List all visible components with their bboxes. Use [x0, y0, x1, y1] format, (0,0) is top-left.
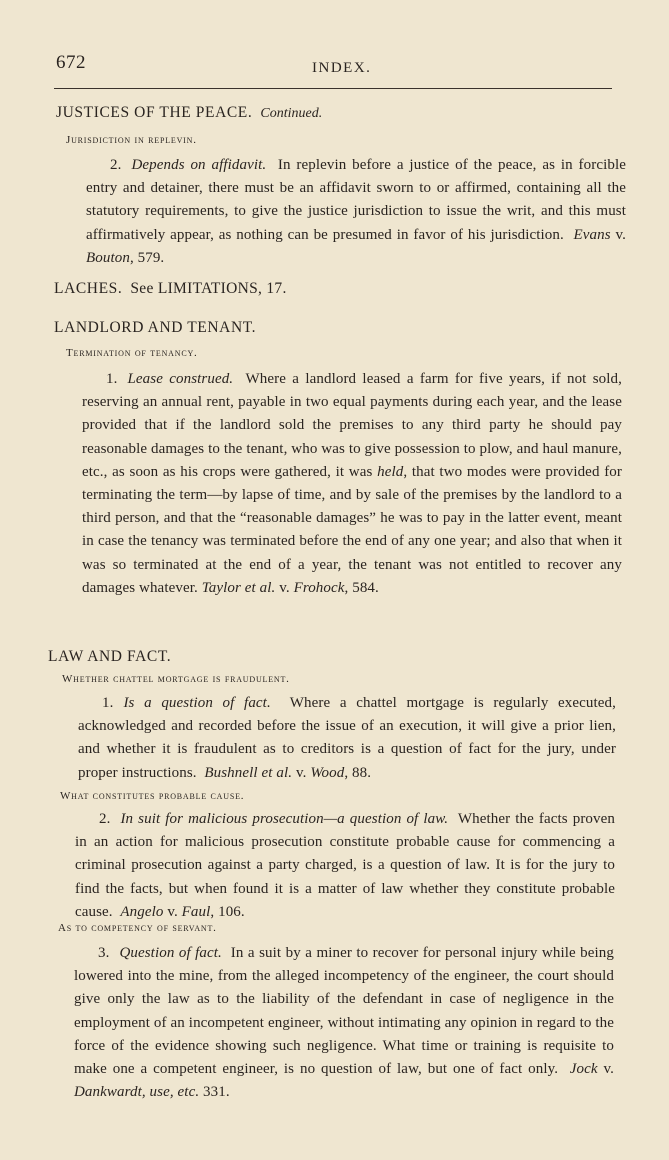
citation-case: Evans: [573, 226, 611, 243]
item-topic: Question of fact.: [119, 945, 222, 961]
see-also-reference: See LIMITATIONS, 17.: [130, 280, 287, 297]
entry-heading: LACHES.: [54, 280, 123, 297]
index-item-law-3: 3. Question of fact. In a suit by a miner to recover for personal injury while being lowered into the mine, from the alleged incompetency of the engineer, the court should give only the law as to the liability of the defendant in case of negligence in the employment of an incompetent engineer, without intimating any opinion in regard to the force of the evidence showing such negligence. What time or training is requisite to make one a competent engineer, is no question of law, but one of fact only. Jock v. Dankwardt, use, etc. 331.: [74, 945, 614, 1101]
item-topic: Lease construed.: [127, 371, 234, 387]
item-text: In replevin before a justice of the peace, as in forcible entry and detainer, there must be an affidavit sworn to or affirmed, containing all the statutory requirements, to give the justice jurisdiction to issue the writ, and this must affirmatively appear, as nothing can be presumed in favor of his jurisdiction.: [86, 157, 626, 243]
running-head: INDEX.: [312, 60, 372, 76]
item-text: Whether the facts proven in an action for malicious prosecution constitute probable cause for commencing a criminal prosecution against a party charged, is a question of law. It is for the jury to find the facts, but when found it is a matter of law whether they constitute probable cause.: [75, 811, 615, 920]
entry-laches: [54, 280, 287, 298]
citation-case: Angelo: [120, 903, 164, 920]
citation-party: Frohock: [293, 579, 345, 596]
entry-law-and-fact-heading: LAW AND FACT.: [48, 648, 172, 665]
citation-page: , 584.: [344, 579, 379, 596]
entry-landlord-heading: LANDLORD AND TENANT.: [54, 319, 257, 336]
citation-page: , 579.: [129, 249, 165, 266]
index-item-law-1: 1. Is a question of fact. Where a chattel mortgage is regularly executed, acknowledged and recorded before the issue of an execution, it will give a prior lien, and whether it is fraudulent as to creditors is a question of fact for the jury, under proper instructions. Bushnell et al. v. Wood, 88.: [78, 695, 616, 781]
index-item-landlord-1: 1. Lease construed. Where a landlord leased a farm for five years, if not sold, reserving an annual rent, payable in two equal payments during each year, and the lease provided that if the landlord sold the premises to any third party he should pay reasonable damages to the tenant, who was to give possession to plow, and haul manure, etc., as soon as his crops were gathered, it was held, that two modes were provided for terminating the term—by lapse of time, and by sale of the premises by the landlord to a third person, and that the “reasonable damages” he was to pay in the latter event, meant in case the tenancy was terminated before the end of any one year; and also that when it was so terminated at the end of a year, the tenant was not entitled to recover any damages whatever. Taylor et al. v. Frohock, 584.: [82, 371, 622, 596]
citation-party: Dankwardt, use, etc.: [74, 1084, 200, 1101]
continued-label: Continued.: [260, 106, 323, 121]
citation-case: Taylor et al.: [201, 579, 276, 596]
citation-page: , 106.: [210, 903, 245, 920]
subheading-probable-cause: What constitutes probable cause.: [60, 790, 245, 802]
index-item-law-2: 2. In suit for malicious prosecution—a question of law. Whether the facts proven in an action for malicious prosecution constitute probable cause for commencing a criminal prosecution against a party charged, is a question of law. It is for the jury to find the facts, but when found it is a matter of law whether they constitute probable cause. Angelo v. Faul, 106.: [75, 811, 615, 920]
item-text: Where a chattel mortgage is regularly executed, acknowledged and recorded before the issue of an execution, it will give a prior lien, and whether it is fraudulent as to creditors is a question of fact for the jury, under proper instructions.: [78, 695, 616, 781]
item-text: In a suit by a miner to recover for personal injury while being lowered into the mine, from the alleged incompetency of the engineer, the court should give only the law as to the liability of the defendant in case of negligence in the employment of an incompetent engineer, without intimating any opinion in regard to the force of the evidence showing such negligence. What time or training is requisite to make one a competent engineer, is no question of law, but one of fact only.: [74, 945, 614, 1078]
entry-justices-heading: [56, 104, 322, 122]
item-topic: In suit for malicious prosecution—a question of law.: [120, 811, 449, 827]
item-topic: Depends on affidavit.: [131, 157, 267, 173]
subheading-competency: As to competency of servant.: [58, 922, 217, 934]
citation-party: Wood: [310, 764, 345, 781]
header-rule: [54, 88, 612, 89]
item-text: Where a landlord leased a farm for five years, if not sold, reserving an annual rent, payable in two equal payments during each year, and the lease provided that if the landlord sold the premises to any third party he should pay reasonable damages to the tenant, who was to give possession to plow, and haul manure, etc., as soon as his crops were gathered, it was: [82, 371, 622, 480]
index-item-justices-2: 2. Depends on affidavit. In replevin before a justice of the peace, as in forcible entry and detainer, there must be an affidavit sworn to or affirmed, containing all the statutory requirements, to give the justice jurisdiction to issue the writ, and this must affirmatively appear, as nothing can be presumed in favor of his jurisdiction. Evans v. Bouton, 579.: [86, 157, 626, 266]
subheading-chattel-mortgage: Whether chattel mortgage is fraudulent.: [62, 673, 290, 685]
citation-party: Faul: [181, 903, 211, 920]
citation-page: 331.: [199, 1084, 230, 1101]
subheading-termination: Termination of tenancy.: [66, 347, 198, 359]
item-topic: Is a question of fact.: [123, 695, 271, 711]
page-number: 672: [56, 52, 86, 73]
citation-party: Bouton: [86, 249, 130, 266]
citation-page: , 88.: [344, 764, 372, 781]
citation-case: Bushnell et al.: [204, 764, 293, 781]
subheading-jurisdiction: Jurisdiction in replevin.: [66, 134, 197, 146]
citation-case: Jock: [569, 1061, 598, 1078]
entry-heading: JUSTICES OF THE PEACE.: [56, 104, 253, 121]
